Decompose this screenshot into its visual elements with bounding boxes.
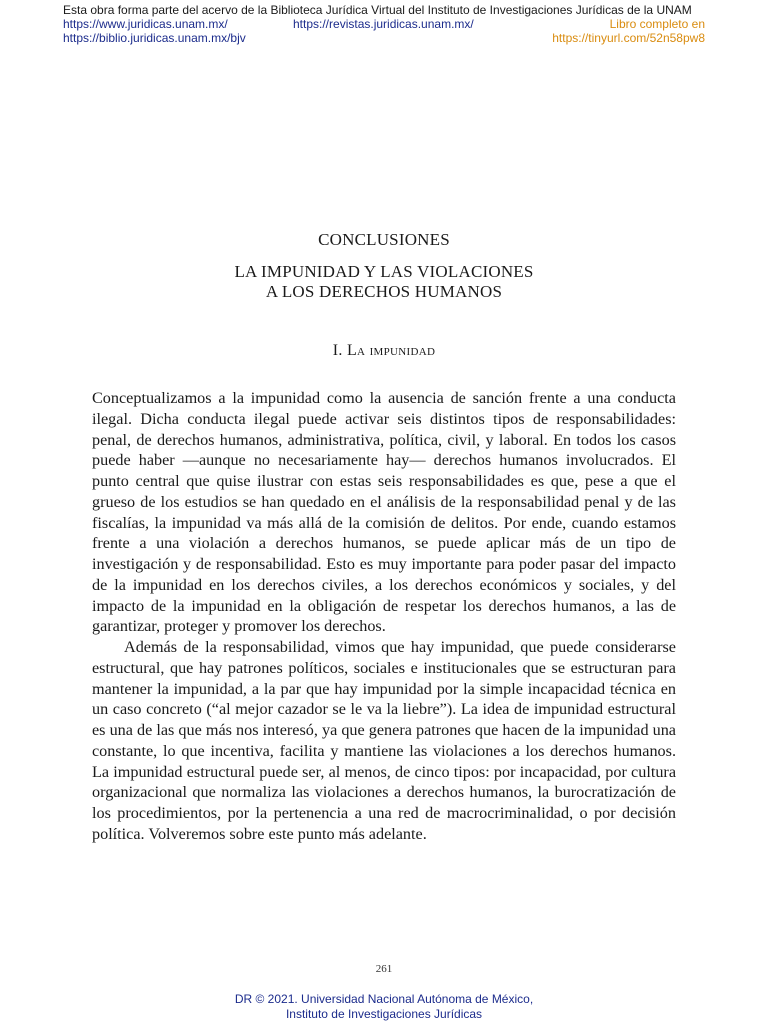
paragraph-2: Además de la responsabilidad, vimos que hay impunidad, que puede considerarse estructural, que hay patrones políticos, sociales e institucionales que se estructuran para mantener la impunidad, a la par que hay impunidad por la simple incapacidad técnica en un caso concreto (“al mejor cazador se le va la liebre”). La idea de impunidad estructural es una de las que más nos interesó, ya que genera patrones que hacen de la impunidad una constante, lo que incentiva, facilita y mantiene las violaciones a los derechos humanos. La impunidad estructural puede ser, al menos, de cinco tipos: por incapacidad, por cultura organizacional que normaliza las violaciones a derechos humanos, la burocratización de los procedimientos, por la pertenencia a una red de macrocriminalidad, o por decisión política. Volveremos sobre este punto más adelante. [92,638,676,843]
chapter-title-line-1: LA IMPUNIDAD Y LAS VIOLACIONES [234,262,534,281]
body-text [92,388,676,845]
header-line-1 [63,3,705,17]
juridicas-link[interactable]: https://www.juridicas.unam.mx/ [63,17,228,31]
chapter-title-line-2: A LOS DERECHOS HUMANOS [265,282,503,301]
footer-line-2: Instituto de Investigaciones Jurídicas [285,1007,483,1021]
header-line-2 [63,17,705,31]
biblio-link[interactable]: https://biblio.juridicas.unam.mx/bjv [63,31,246,45]
revistas-link[interactable]: https://revistas.juridicas.unam.mx/ [293,17,474,31]
repository-notice: Esta obra forma parte del acervo de la Biblioteca Jurídica Virtual del Instituto de Investigaciones Jurídicas de la UNAM [63,3,692,17]
page-number: 261 [375,963,393,975]
header-line-3 [63,31,705,45]
chapter-label: CONCLUSIONES [318,230,450,249]
tinyurl-link[interactable]: https://tinyurl.com/52n58pw8 [552,31,705,45]
footer-line-1: DR © 2021. Universidad Nacional Autónoma de México, [234,992,534,1006]
paragraph-1: Conceptualizamos a la impunidad como la ausencia de sanción frente a una conducta ilegal. Dicha conducta ilegal puede activar seis distintos tipos de responsabilidades: penal, de derechos humanos, administrativa, política, civil, y laboral. En todos los casos puede haber —aunque no necesariamente hay— derechos humanos involucrados. El punto central que quise ilustrar con estas seis responsabilidades es que, pese a que el grueso de los estudios se han quedado en el análisis de la responsabilidad penal y de las fiscalías, la impunidad va más allá de la comisión de delitos. Por ende, cuando estamos frente a una violación a derechos humanos, se puede aplicar más de un tipo de investigación y de responsabilidad. Esto es muy importante para poder pasar del impacto de la impunidad en los derechos civiles, a los derechos económicos y sociales, y del impacto de la impunidad en la obligación de respetar los derechos humanos, a las de garantizar, proteger y promover los derechos. [92,389,676,636]
repository-header [63,3,705,45]
copyright-footer [0,992,768,1022]
chapter-title [0,262,768,302]
libro-completo-label: Libro completo en [609,17,705,31]
section-heading: I. La impunidad [332,342,436,359]
